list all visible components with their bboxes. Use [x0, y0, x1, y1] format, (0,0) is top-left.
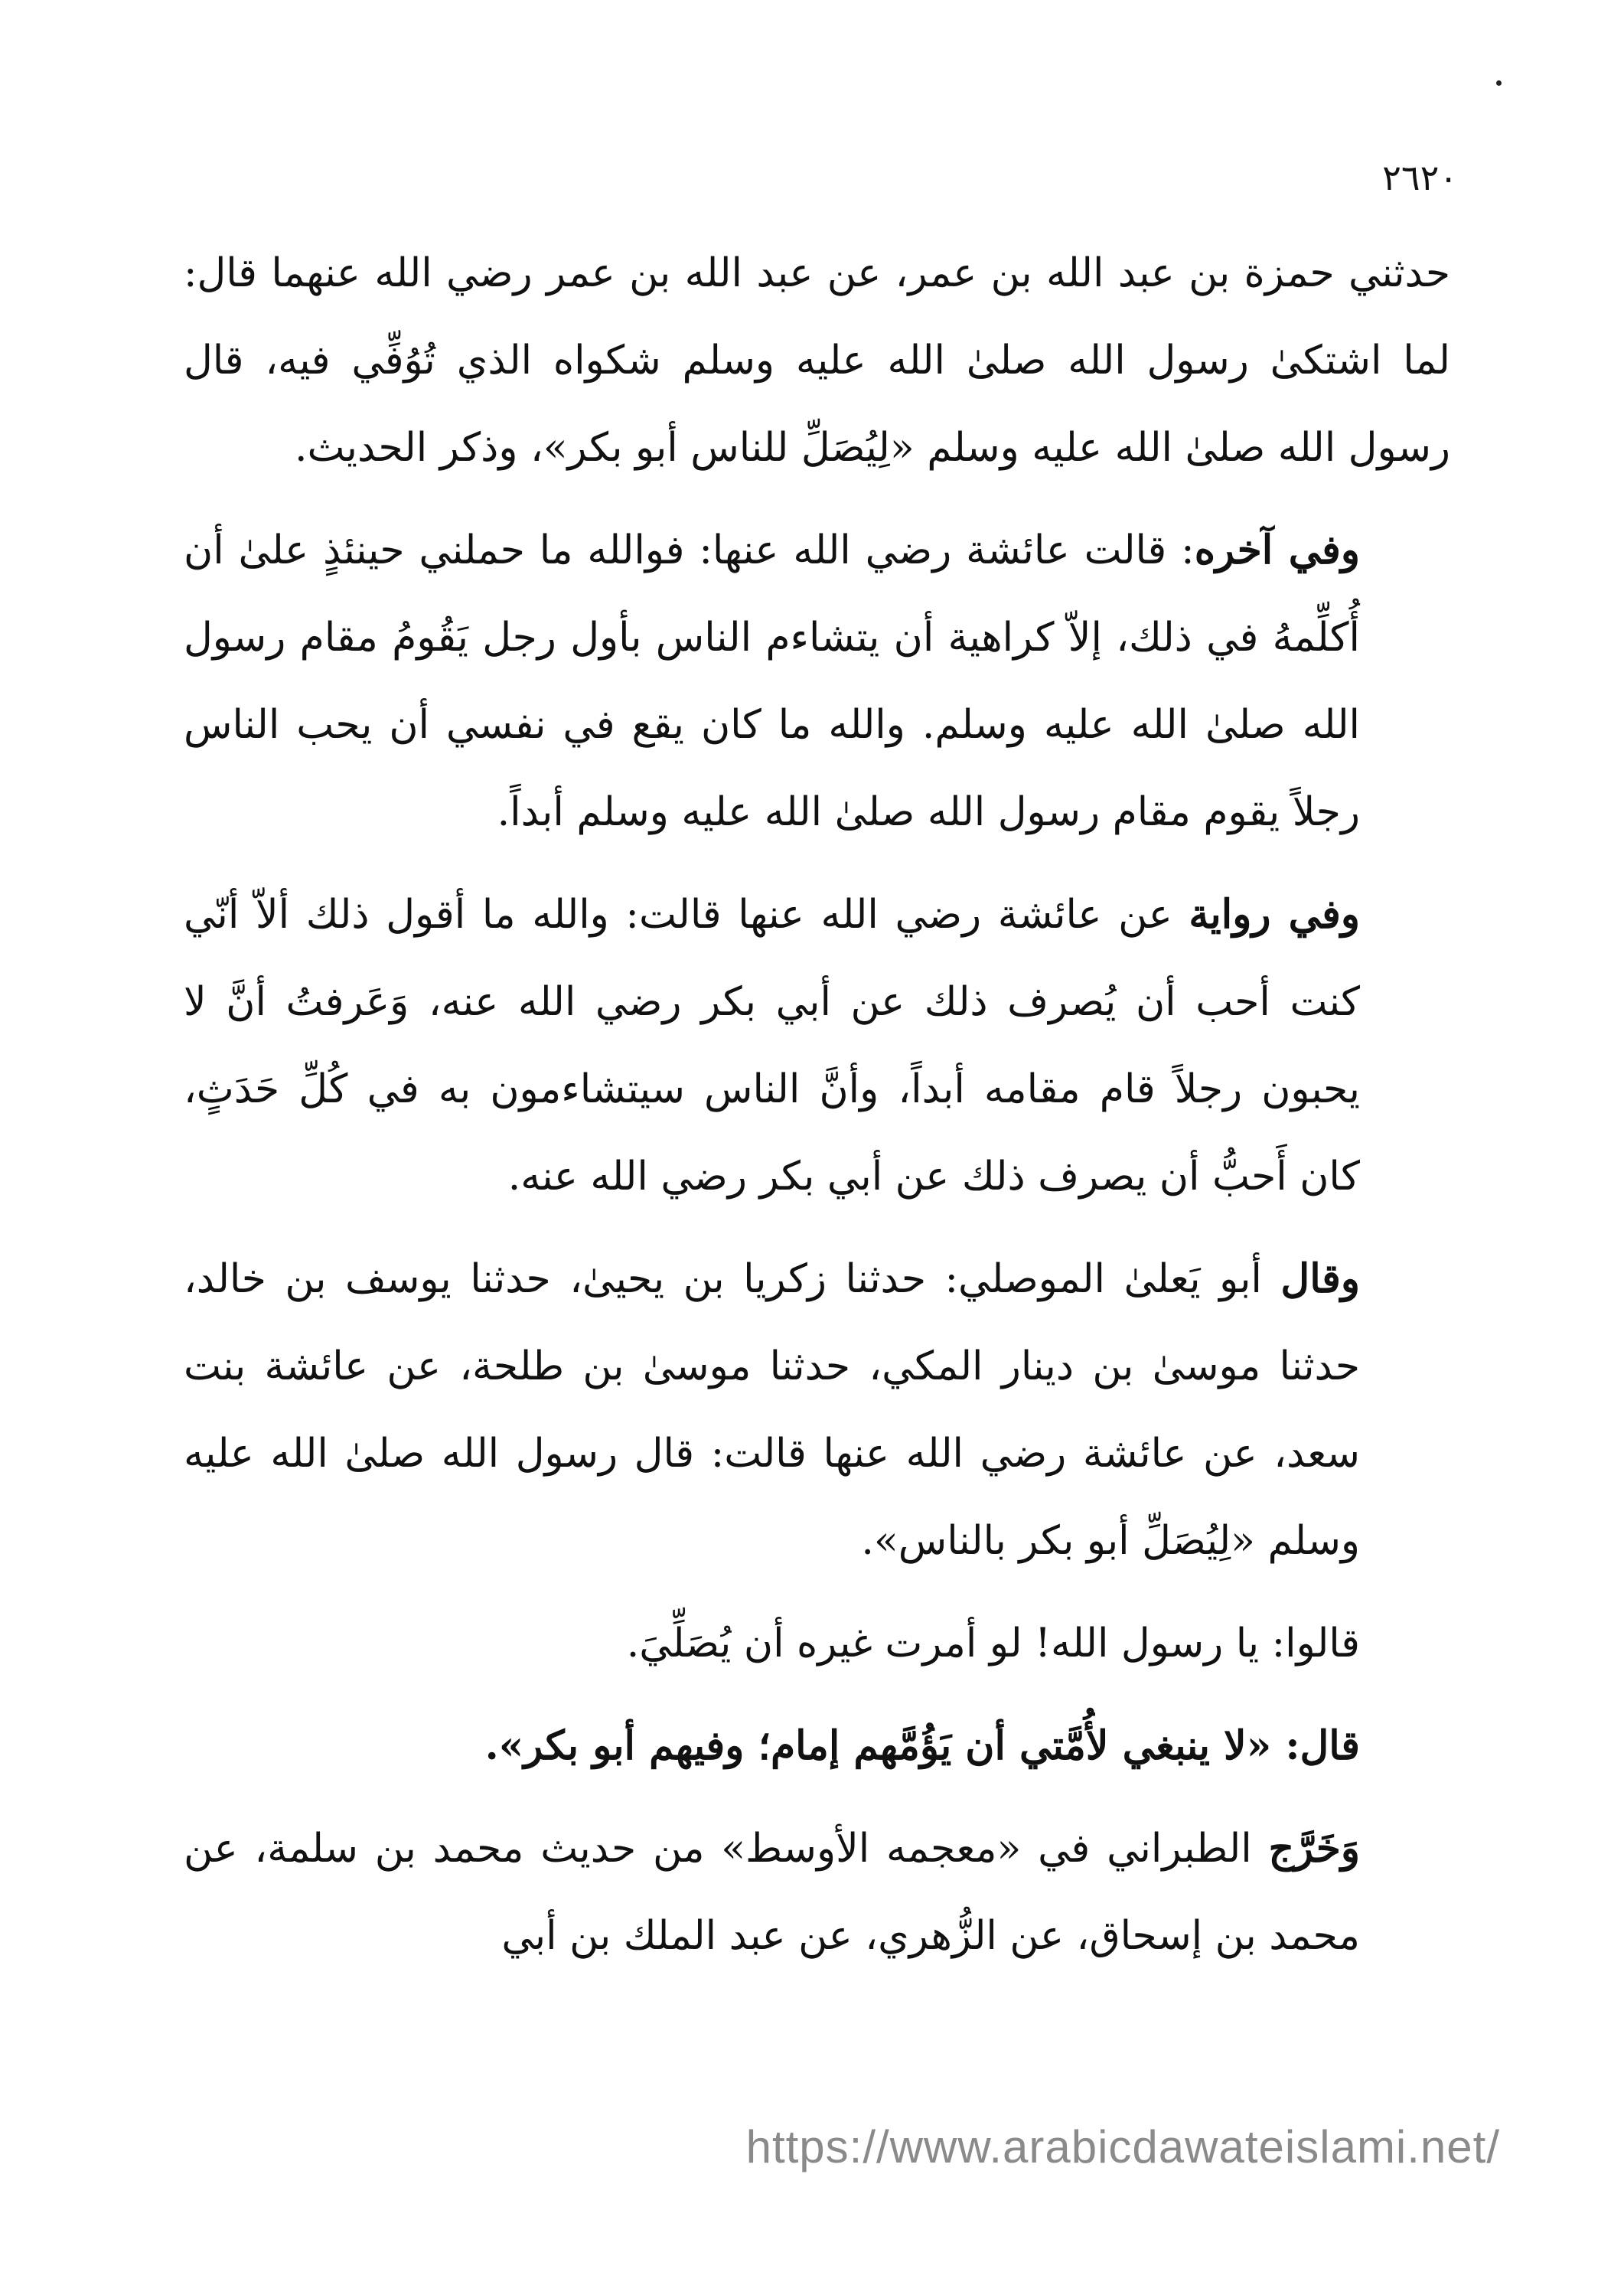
page-number: ٢٦٢٠ [1382, 157, 1458, 198]
paragraph-text: قالوا: يا رسول الله! لو أمرت غيره أن يُصَلِّيَ. [626, 1621, 1360, 1666]
paragraph-text: : قالت عائشة رضي الله عنها: فوالله ما حملني حينئذٍ علىٰ أن أُكلِّمهُ في ذلك، إلاّ كراهية أن يتشاءم الناس بأول رجل يَقُومُ مقام رسول الله صلىٰ الله عليه وسلم. والله ما كان يقع في نفسي أن يحب الناس رجلاً يقوم مقام رسول الله صلىٰ الله عليه وسلم أبداً. [184, 527, 1360, 835]
paragraph-lead: وفي آخره [1194, 527, 1360, 573]
paragraph-text: عن عائشة رضي الله عنها قالت: والله ما أقول ذلك ألاّ أنّي كنت أحب أن يُصرف ذلك عن أبي بكر رضي الله عنه، وَعَرفتُ أنَّ لا يحبون رجلاً قام مقامه أبداً، وأنَّ الناس سيتشاءمون به في كُلِّ حَدَثٍ، كان أَحبُّ أن يصرف ذلك عن أبي بكر رضي الله عنه. [184, 892, 1360, 1200]
paragraph-they-said [184, 1600, 1450, 1687]
paragraph-hadith-chain [184, 230, 1450, 491]
paragraph-at-its-end [184, 507, 1450, 856]
paragraph-lead: وقال [1280, 1255, 1360, 1302]
paragraph-text: قال: «لا ينبغي لأُمَّتي أن يَؤُمَّهم إمام؛ وفيهم أبو بكر». [484, 1722, 1360, 1769]
paragraph-text: الطبراني في «معجمه الأوسط» من حديث محمد بن سلمة، عن محمد بن إسحاق، عن الزُّهري، عن عبد الملك بن أبي [184, 1826, 1360, 1959]
page-corner-dot [1496, 80, 1502, 86]
paragraph-other-narration [184, 871, 1450, 1220]
book-text [184, 230, 1450, 1980]
paragraph-abu-yala [184, 1236, 1450, 1585]
paragraph-he-said [184, 1702, 1450, 1790]
paragraph-tabarani [184, 1805, 1450, 1980]
paragraph-text: أبو يَعلىٰ الموصلي: حدثنا زكريا بن يحيىٰ، حدثنا يوسف بن خالد، حدثنا موسىٰ بن دينار المكي، حدثنا موسىٰ بن طلحة، عن عائشة بنت سعد، عن عائشة رضي الله عنها قالت: قال رسول الله صلىٰ الله عليه وسلم «لِيُصَلِّ أبو بكر بالناس». [184, 1256, 1360, 1564]
paragraph-text: حدثني حمزة بن عبد الله بن عمر، عن عبد الله بن عمر رضي الله عنهما قال: لما اشتكىٰ رسول الله صلىٰ الله عليه وسلم شكواه الذي تُوُفِّي فيه، قال رسول الله صلىٰ الله عليه وسلم «لِيُصَلِّ للناس أبو بكر»، وذكر الحديث. [184, 250, 1450, 471]
paragraph-lead: وَخَرَّج [1268, 1825, 1360, 1872]
paragraph-lead: وفي رواية [1189, 891, 1360, 938]
watermark-url: https://www.arabicdawateislami.net/ [745, 2121, 1500, 2172]
